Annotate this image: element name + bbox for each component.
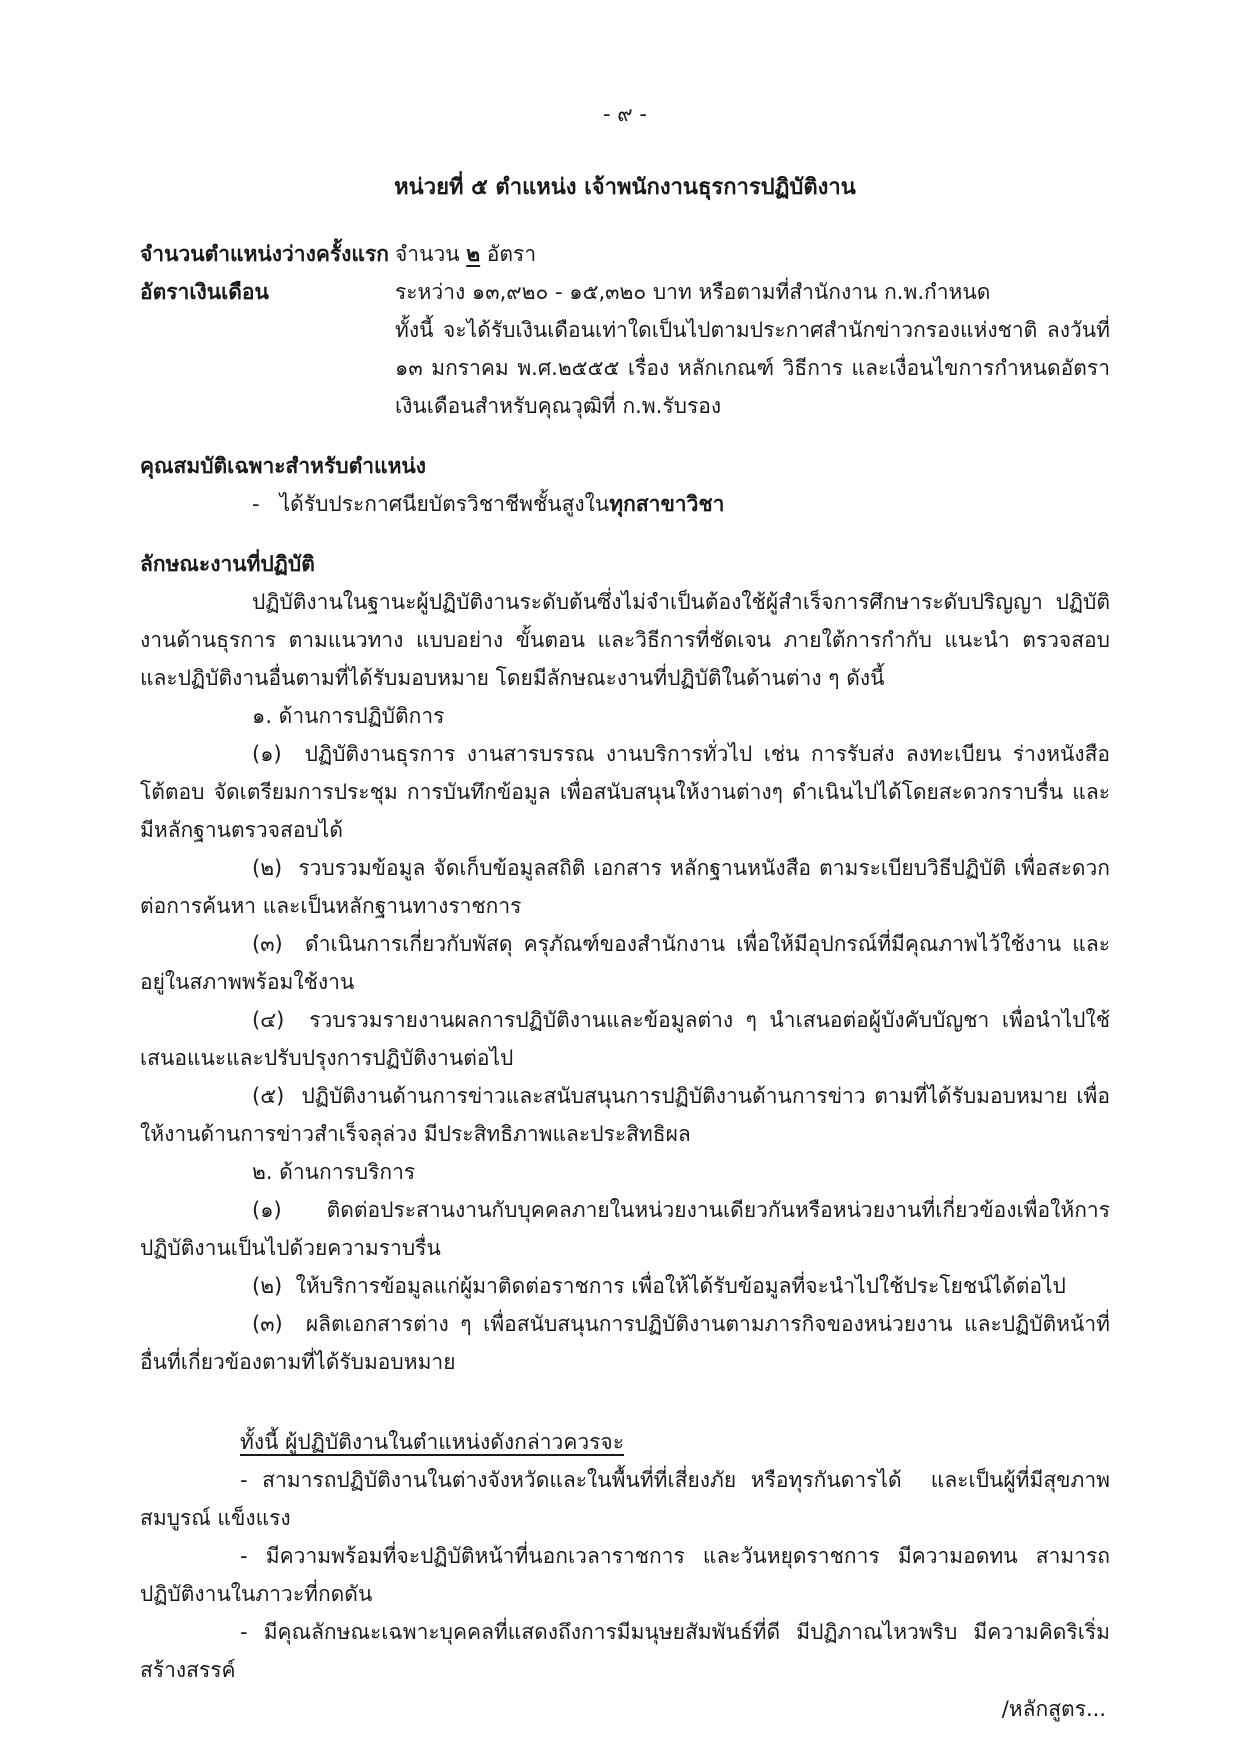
duties-intro: ปฏิบัติงานในฐานะผู้ปฏิบัติงานระดับต้นซึ่งไม่จำเป็นต้องใช้ผู้สำเร็จการศึกษาระดับปริญญา ปฏิบัติงานด้านธุรการ ตามแนวทาง แบบอย่าง ขั้นตอน และวิธีการที่ชัดเจน ภายใต้การกำกับ แนะนำ ตรวจสอบ และปฏิบัติงานอื่นตามที่ได้รับมอบหมาย โดยมีลักษณะงานที่ปฏิบัติในด้านต่าง ๆ ดังนี้ [140,590,1117,690]
qualifications-heading: คุณสมบัติเฉพาะสำหรับตำแหน่ง [140,454,427,478]
qualification-item-text: - ได้รับประกาศนียบัตรวิชาชีพชั้นสูงใน [252,492,610,516]
document-title: หน่วยที่ ๕ ตำแหน่ง เจ้าพนักงานธุรการปฏิบัติงาน [394,175,856,200]
page-number: - ๙ - [603,102,647,126]
duties-heading: ลักษณะงานที่ปฏิบัติ [140,552,315,576]
duty-item: (๕) ปฏิบัติงานด้านการข่าวและสนับสนุนการปฏิบัติงานด้านการข่าว ตามที่ได้รับมอบหมาย เพื่อให้งานด้านการข่าวสำเร็จลุล่วง มีประสิทธิภาพและประสิทธิผล [140,1084,1110,1146]
duty-section-title: ๑. ด้านการปฏิบัติการ [252,704,445,728]
duty-item: (๑) ปฏิบัติงานธุรการ งานสารบรรณ งานบริการทั่วไป เช่น การรับส่ง ลงทะเบียน ร่างหนังสือโต้ตอบ จัดเตรียมการประชุม การบันทึกข้อมูล เพื่อสนับสนุนให้งานต่างๆ ดำเนินไปได้โดยสะดวกราบรื่น และมีหลักฐานตรวจสอบได้ [140,742,1110,842]
vacancy-value [395,235,1110,273]
vacancy-count: ๒ [466,242,481,266]
duty-section-title: ๒. ด้านการบริการ [252,1160,416,1184]
qualification-item-emphasis: ทุกสาขาวิชา [609,492,725,516]
note-heading [240,1423,1110,1461]
salary-note: ทั้งนี้ จะได้รับเงินเดือนเท่าใดเป็นไปตามประกาศสำนักข่าวกรองแห่งชาติ ลงวันที่ ๑๓ มกราคม พ.ศ.๒๕๕๕ เรื่อง หลักเกณฑ์ วิธีการ และเงื่อนไขการกำหนดอัตราเงินเดือนสำหรับคุณวุฒิที่ ก.พ.รับรอง [395,318,1117,418]
duty-item: (๑) ติดต่อประสานงานกับบุคคลภายในหน่วยงานเดียวกันหรือหน่วยงานที่เกี่ยวข้องเพื่อให้การปฏิบัติงานเป็นไปด้วยความราบรื่น [140,1198,1110,1260]
duty-item: (๓) ผลิตเอกสารต่าง ๆ เพื่อสนับสนุนการปฏิบัติงานตามภารกิจของหน่วยงาน และปฏิบัติหน้าที่อื่นที่เกี่ยวข้องตามที่ได้รับมอบหมาย [140,1312,1110,1374]
vacancy-row [140,235,1110,273]
vacancy-label: จำนวนตำแหน่งว่างครั้งแรก [140,242,389,266]
salary-range: ระหว่าง ๑๓,๙๒๐ - ๑๕,๓๒๐ บาท หรือตามที่สำนักงาน ก.พ.กำหนด [395,280,991,304]
duty-item: (๒) รวบรวมข้อมูล จัดเก็บข้อมูลสถิติ เอกสาร หลักฐานหนังสือ ตามระเบียบวิธีปฏิบัติ เพื่อสะดวกต่อการค้นหา และเป็นหลักฐานทางราชการ [140,856,1110,918]
note-item: - สามารถปฏิบัติงานในต่างจังหวัดและในพื้นที่ที่เสี่ยงภัย หรือทุรกันดารได้ และเป็นผู้ที่มีสุขภาพสมบูรณ์ แข็งแรง [140,1468,1110,1530]
note-item: - มีคุณลักษณะเฉพาะบุคคลที่แสดงถึงการมีมนุษยสัมพันธ์ที่ดี มีปฏิภาณไหวพริบ มีความคิดริเริ่มสร้างสรรค์ [140,1620,1110,1682]
duty-item: (๓) ดำเนินการเกี่ยวกับพัสดุ ครุภัณฑ์ของสำนักงาน เพื่อให้มีอุปกรณ์ที่มีคุณภาพไว้ใช้งาน และอยู่ในสภาพพร้อมใช้งาน [140,932,1110,994]
vacancy-value-prefix: จำนวน [395,242,467,266]
duty-item: (๒) ให้บริการข้อมูลแก่ผู้มาติดต่อราชการ เพื่อให้ได้รับข้อมูลที่จะนำไปใช้ประโยชน์ได้ต่อไป [252,1274,1066,1298]
qualification-item [252,485,1110,523]
note-item: - มีความพร้อมที่จะปฏิบัติหน้าที่นอกเวลาราชการ และวันหยุดราชการ มีความอดทน สามารถปฏิบัติงานในภาวะที่กดดัน [140,1544,1110,1606]
footer-continuation-mark: /หลักสูตร... [1001,1697,1106,1721]
salary-row [140,273,1110,311]
note-heading-text: ทั้งนี้ ผู้ปฏิบัติงานในตำแหน่งดังกล่าวควรจะ [240,1430,625,1454]
duty-item: (๔) รวบรวมรายงานผลการปฏิบัติงานและข้อมูลต่าง ๆ นำเสนอต่อผู้บังคับบัญชา เพื่อนำไปใช้เสนอแนะและปรับปรุงการปฏิบัติงานต่อไป [140,1008,1110,1070]
salary-label: อัตราเงินเดือน [140,280,269,304]
vacancy-value-suffix: อัตรา [480,242,537,266]
